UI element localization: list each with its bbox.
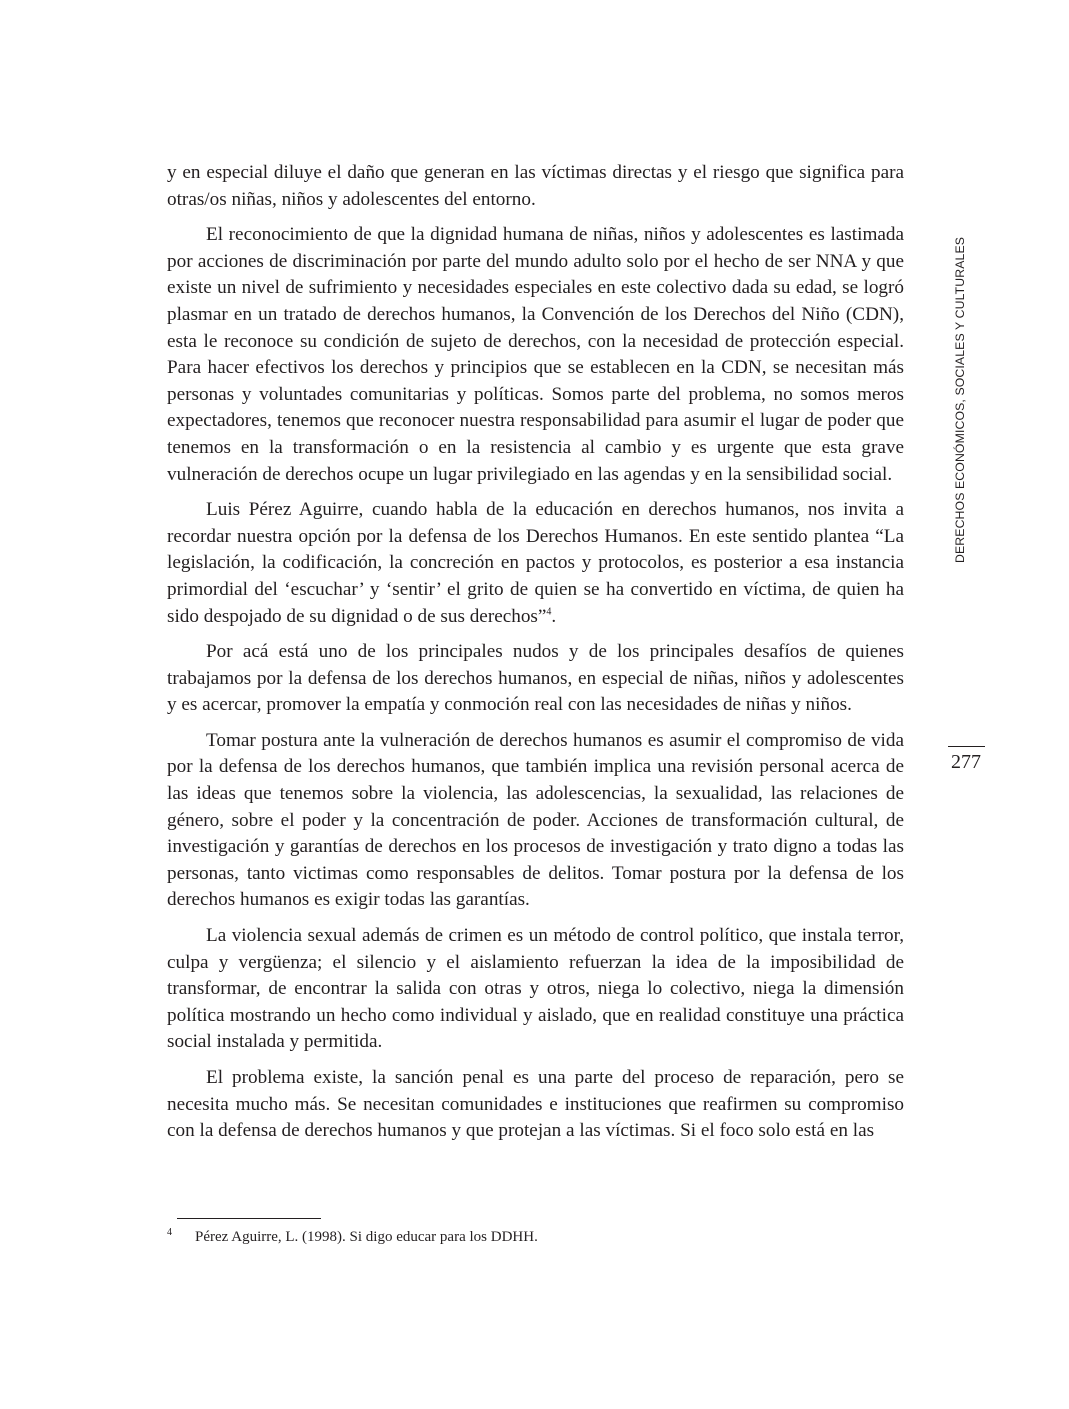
paragraph-7: El problema existe, la sanción penal es una parte del proceso de reparación, pero se necesita mucho más. Se necesitan comunidades e instituciones que reafirmen su compromiso con la defensa de derechos humanos y que protejan a las víctimas. Si el foco solo está en las <box>167 1067 904 1142</box>
page-number: 277 <box>951 751 981 773</box>
body-text <box>167 160 904 1154</box>
paragraph-3-text: Luis Pérez Aguirre, cuando habla de la educación en derechos humanos, nos invita a recordar nuestra opción por la defensa de los Derechos Humanos. En este sentido plantea “La legislación, la codificación, la concreción en pactos y protocolos, es posterior a esa instancia primordial del ‘escuchar’ y ‘sentir’ el grito de quien se ha convertido en víctima, de quien ha sido despojado de su dignidad o de sus derechos” <box>167 499 904 627</box>
footnote <box>167 1226 904 1248</box>
paragraph-6: La violencia sexual además de crimen es un método de control político, que instala terror, culpa y vergüenza; el silencio y el aislamiento refuerzan la idea de la imposibilidad de transformar, de encontrar la salida con otras y otros, niega lo colectivo, niega la dimensión política mostrando un hecho como individual y aislado, que en realidad constituye una práctica social instalada y permitida. <box>167 925 904 1053</box>
paragraph-1: y en especial diluye el daño que generan en las víctimas directas y el riesgo que significa para otras/os niñas, niños y adolescentes del entorno. <box>167 162 904 210</box>
paragraph-3-end: . <box>551 605 557 627</box>
page-number-rule <box>948 746 985 747</box>
footnote-reference: 4 <box>546 606 552 618</box>
paragraph-2: El reconocimiento de que la dignidad humana de niñas, niños y adolescentes es lastimada por acciones de discriminación por parte del mundo adulto solo por el hecho de ser NNA y que existe un nivel de sufrimiento y necesidades especiales en este colectivo dada su edad, se logró plasmar en un tratado de derechos humanos, la Convención de los Derechos del Niño (CDN), esta le reconoce su condición de sujeto de derechos, con la necesidad de protección especial. Para hacer efectivos los derechos y principios que se establecen en la CDN, se necesitan más personas y voluntades comunitarias y políticas. Somos parte del problema, no somos meros expectadores, tenemos que reconocer nuestra responsabilidad para asumir el lugar de poder que tenemos en la transformación o en la resistencia al cambio y es urgente que esta grave vulneración de derechos ocupe un lugar privilegiado en las agendas y en la sensibilidad social. <box>167 224 904 485</box>
footnote-divider <box>177 1218 321 1219</box>
paragraph-3 <box>167 497 904 630</box>
section-side-label: DERECHOS ECONÓMICOS, SOCIALES Y CULTURALES <box>953 236 967 563</box>
paragraph-4: Por acá está uno de los principales nudos y de los principales desafíos de quienes trabajamos por la defensa de los derechos humanos, en especial de niñas, niños y adolescentes y es acercar, promover la empatía y conmoción real con las necesidades de niñas y niños. <box>167 641 904 716</box>
footnote-text: Pérez Aguirre, L. (1998). Si digo educar para los DDHH. <box>195 1229 538 1245</box>
paragraph-5: Tomar postura ante la vulneración de derechos humanos es asumir el compromiso de vida por la defensa de los derechos humanos, que también implica una revisión personal acerca de las ideas que tenemos sobre la violencia, las adolescencias, la sexualidad, las relaciones de género, sobre el poder y la concentración de poder. Acciones de transformación cultural, de investigación y garantías de derechos en los procesos de investigación y trato digno a todas las personas, tanto victimas como responsables de delitos. Tomar postura por la defensa de los derechos humanos es exigir todas las garantías. <box>167 729 904 911</box>
footnote-number: 4 <box>167 1227 172 1238</box>
